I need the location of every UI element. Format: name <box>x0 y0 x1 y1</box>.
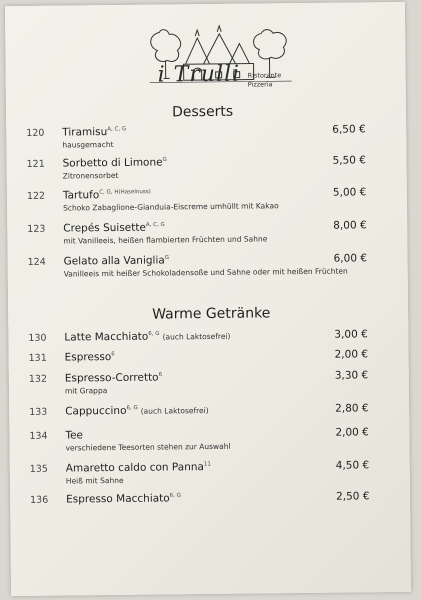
item-number: 130 <box>28 332 47 344</box>
item-name: Cappuccino$^{6, G}$ (auch Laktosefrei) <box>65 404 209 418</box>
item-number: 134 <box>29 430 48 442</box>
item-price: 5,50 € <box>332 154 367 167</box>
item-price: 8,00 € <box>333 219 367 232</box>
allergen-codes: G <box>162 156 167 163</box>
item-price: 3,30 € <box>334 369 369 382</box>
item-number: 131 <box>28 352 47 364</box>
item-price: 4,50 € <box>335 459 370 472</box>
item-description: Schoko Zabaglione-Gianduia-Eiscreme umhüllt mit Kakao <box>62 201 279 213</box>
item-price: 6,00 € <box>333 252 368 265</box>
allergen-codes: C, G, H(Haselnuss) <box>99 189 151 196</box>
item-price: 5,00 € <box>332 186 367 199</box>
item-number: 133 <box>29 406 48 418</box>
item-description: Heiß mit Sahne <box>65 475 124 486</box>
item-number: 135 <box>29 463 48 475</box>
item-description: hausgemacht <box>62 139 114 150</box>
item-number: 123 <box>27 223 46 235</box>
item-number: 124 <box>27 256 46 268</box>
item-price: 6,50 € <box>332 123 366 136</box>
item-name: Sorbetto di Limone$^G$ <box>62 156 167 170</box>
item-price: 2,80 € <box>335 402 369 415</box>
menu-item <box>8 253 408 301</box>
item-name: Tartufo$^{C, G, H(Haselnuss)}$ <box>62 189 151 202</box>
item-number: 132 <box>28 373 48 385</box>
allergen-codes: G <box>164 254 170 261</box>
allergen-codes: 11 <box>203 461 211 468</box>
item-description: mit Grappa <box>64 386 108 396</box>
section-title-desserts: Desserts <box>171 103 234 121</box>
allergen-codes: 6, G <box>126 405 138 412</box>
allergen-codes: 6 <box>111 351 115 358</box>
brand-subtitle: Ristorante Pizzeria <box>247 71 282 89</box>
allergen-codes: A, C, G <box>145 221 165 229</box>
allergen-codes: A, C, G <box>107 126 127 133</box>
item-number: 120 <box>26 127 45 139</box>
brand-name: i Trulli <box>157 61 241 88</box>
menu-item <box>10 491 410 529</box>
item-name: Latte Macchiato$^{6, G}$ (auch Laktosefrei) <box>64 330 231 344</box>
allergen-codes: 6 <box>158 371 163 379</box>
allergen-codes: 6, G <box>169 492 181 499</box>
item-number: 122 <box>26 190 46 202</box>
item-name: Espresso-Corretto$^6$ <box>64 371 163 385</box>
item-description: verschiedene Teesorten stehen zur Auswahl <box>65 441 231 453</box>
item-number: 121 <box>26 158 45 170</box>
item-name: Amaretto caldo con Panna$^{11}$ <box>65 461 211 475</box>
item-description: Vanilleeis mit heißer Schokoladensoße und Sahne oder mit heißen Früchten <box>63 266 348 279</box>
item-note: (auch Laktosefrei) <box>162 331 231 342</box>
item-note: (auch Laktosefrei) <box>140 405 209 416</box>
item-name: Tee <box>65 429 84 442</box>
item-price: 2,00 € <box>335 426 369 439</box>
item-name: Gelato alla Vaniglia$^G$ <box>63 254 170 268</box>
item-description: Zitronensorbet <box>62 170 119 181</box>
item-price: 3,00 € <box>334 328 368 341</box>
item-price: 2,00 € <box>334 348 369 361</box>
menu-page <box>5 2 411 596</box>
item-name: Tiramisu$^{A, C, G}$ <box>62 126 127 139</box>
allergen-codes: 6, G <box>148 331 160 338</box>
item-name: Espresso Macchiato$^{6, G}$ <box>66 492 181 506</box>
item-name: Espresso$^6$ <box>64 351 115 364</box>
item-price: 2,50 € <box>336 490 370 503</box>
section-title-warm-drinks: Warme Getränke <box>152 305 271 323</box>
item-number: 136 <box>30 494 49 506</box>
item-name: Crepés Suisette$^{A, C, G}$ <box>63 221 165 235</box>
item-description: mit Vanilleeis, heißen flambierten Früchten und Sahne <box>63 234 268 246</box>
